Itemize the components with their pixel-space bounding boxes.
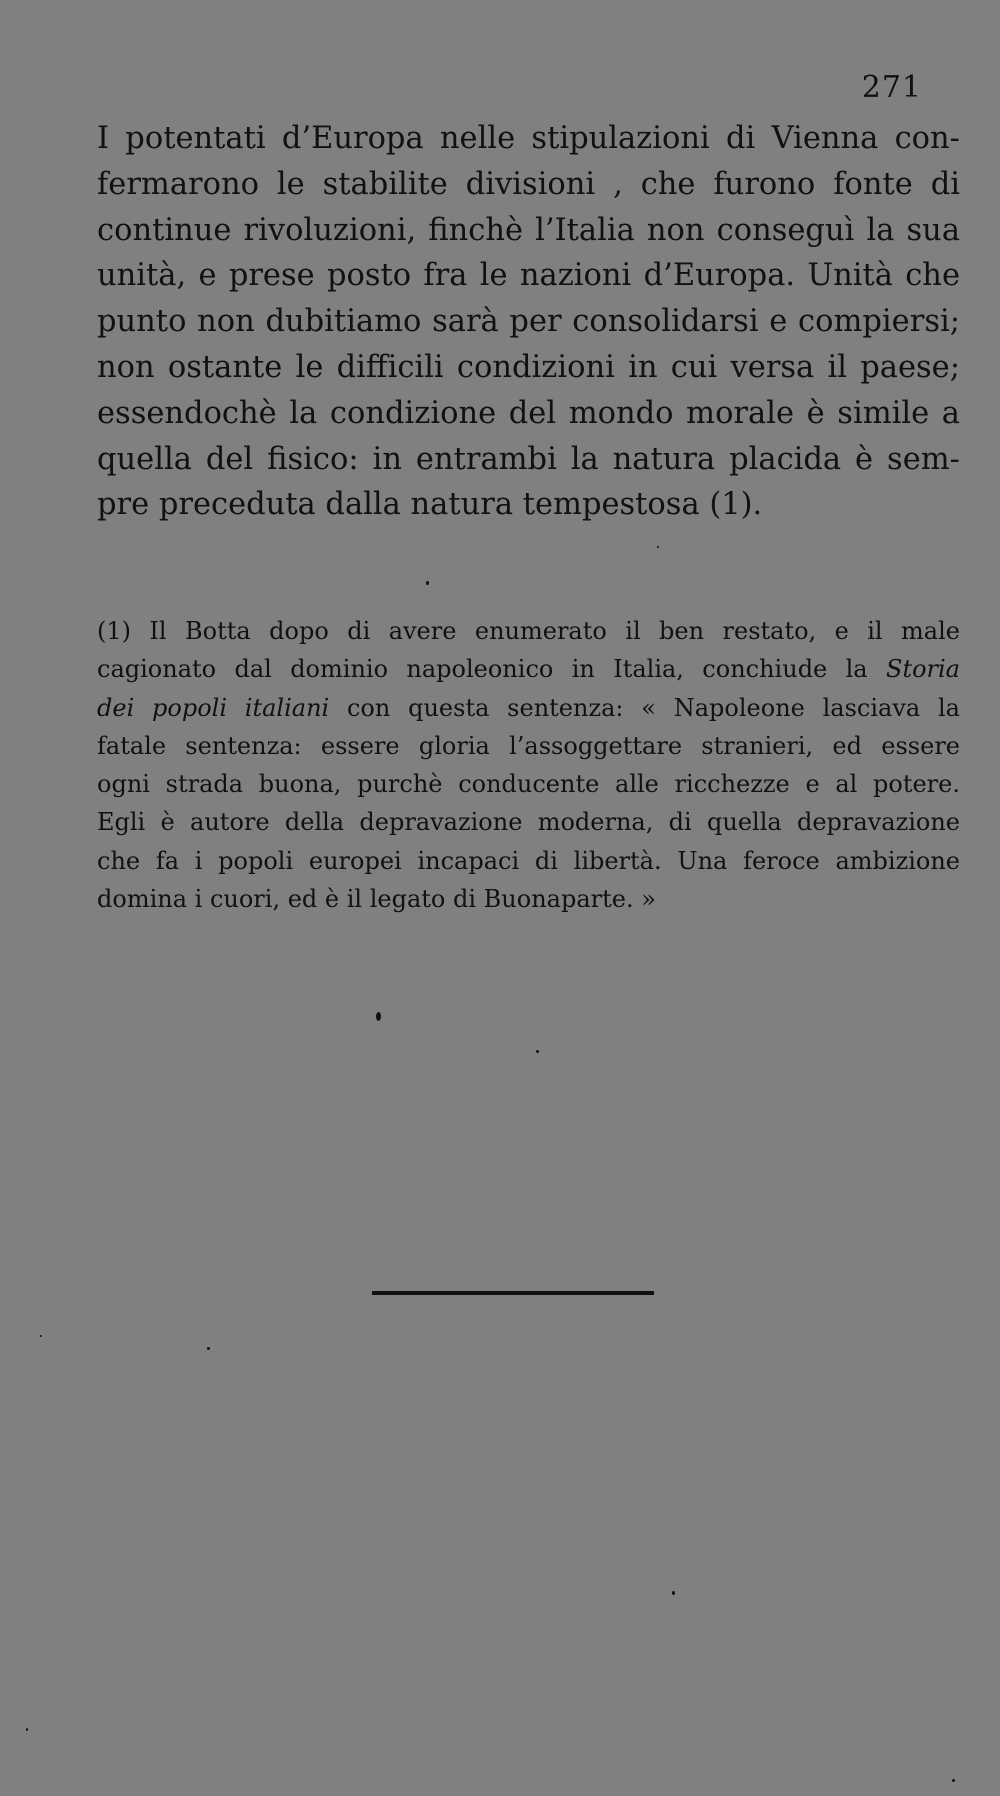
footnote <box>97 612 960 918</box>
text-line: I potentati d’Europa nelle stipulazioni di Vienna con- <box>97 121 960 156</box>
footnote-line: Egli è autore della depravazione moderna, di quella depravazione <box>97 808 960 837</box>
main-paragraph <box>97 116 960 528</box>
text-line: unità, e prese posto fra le nazioni d’Europa. Unità che <box>97 258 960 294</box>
footnote-line <box>97 650 960 688</box>
text-line: quella del fisico: in entrambi la natura placida è sem- <box>97 441 960 477</box>
scan-speck <box>207 1347 210 1350</box>
end-rule <box>372 1291 654 1295</box>
scan-speck <box>536 1050 539 1053</box>
footnote-line: ogni strada buona, purchè conducente alle ricchezze e al potere. <box>97 770 960 799</box>
book-title: Storia <box>886 655 960 684</box>
text-line: non ostante le difficili condizioni in cui versa il paese; <box>97 349 960 385</box>
footnote-line: che fa i popoli europei incapaci di libertà. Una feroce ambizione <box>97 846 960 875</box>
footnote-line: domina i cuori, ed è il legato di Buonaparte. » <box>97 885 656 914</box>
footnote-line: (1) Il Botta dopo di avere enumerato il ben restato, e il male <box>97 617 960 645</box>
footnote-text: con questa sentenza: « Napoleone lasciava la <box>329 693 960 722</box>
scan-speck <box>672 1591 675 1595</box>
scan-speck <box>657 546 659 548</box>
scan-speck <box>26 1728 28 1731</box>
footnote-line: fatale sentenza: essere gloria l’assoggettare stranieri, ed essere <box>97 731 960 760</box>
text-line: fermarono le stabilite divisioni , che furono fonte di <box>97 166 960 202</box>
footnote-line <box>97 689 960 727</box>
text-line: pre preceduta dalla natura tempestosa (1). <box>97 487 763 523</box>
text-line: punto non dubitiamo sarà per consolidarsi e compiersi; <box>97 304 960 340</box>
scan-speck <box>376 1012 381 1021</box>
scan-speck <box>952 1779 955 1782</box>
scan-speck <box>40 1335 42 1337</box>
scan-speck <box>426 581 429 585</box>
text-line: essendochè la condizione del mondo morale è simile a <box>97 395 960 431</box>
text-line: continue rivoluzioni, finchè l’Italia non conseguì la sua <box>97 212 960 248</box>
footnote-text: cagionato dal dominio napoleonico in Italia, conchiude la <box>97 655 886 684</box>
page-number: 271 <box>861 70 922 105</box>
book-title: dei popoli italiani <box>97 693 330 722</box>
